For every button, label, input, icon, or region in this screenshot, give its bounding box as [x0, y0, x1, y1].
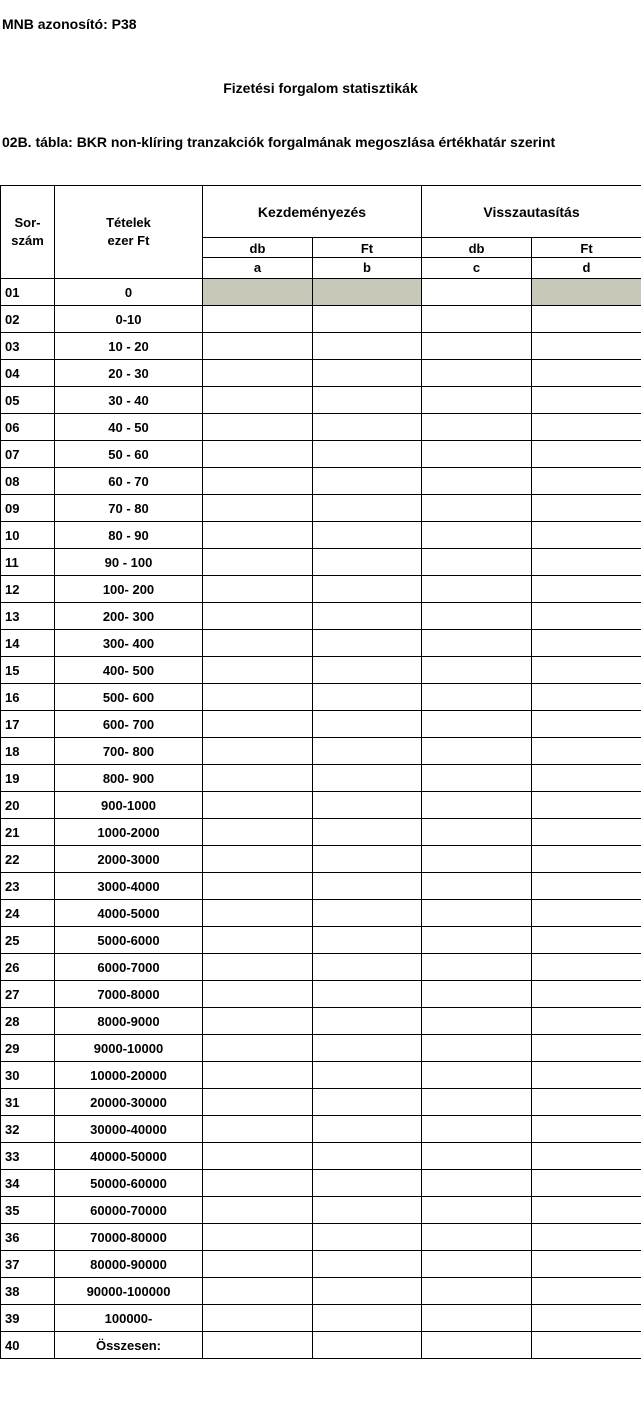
value-cell-d[interactable] [532, 819, 641, 846]
row-range: 50 - 60 [55, 441, 203, 468]
table-row [1, 576, 641, 603]
row-number: 31 [1, 1089, 55, 1116]
value-cell-a[interactable] [203, 468, 313, 495]
row-number: 34 [1, 1170, 55, 1197]
row-number: 03 [1, 333, 55, 360]
value-cell-a[interactable] [203, 414, 313, 441]
table-row [1, 468, 641, 495]
row-number: 26 [1, 954, 55, 981]
value-cell-b[interactable] [313, 1089, 422, 1116]
value-cell-a[interactable] [203, 1170, 313, 1197]
value-cell-a[interactable] [203, 738, 313, 765]
value-cell-d[interactable] [532, 441, 641, 468]
value-cell-b[interactable] [313, 576, 422, 603]
table-row [1, 1062, 641, 1089]
table-row [1, 981, 641, 1008]
value-cell-c[interactable] [422, 684, 532, 711]
table-row [1, 1143, 641, 1170]
value-cell-c[interactable] [422, 1116, 532, 1143]
value-cell-a[interactable] [203, 684, 313, 711]
header-sorszam: Sor-szám [1, 186, 55, 279]
value-cell-c[interactable] [422, 360, 532, 387]
value-cell-a[interactable] [203, 927, 313, 954]
row-number: 35 [1, 1197, 55, 1224]
table-row [1, 765, 641, 792]
value-cell-d[interactable] [532, 765, 641, 792]
value-cell-b[interactable] [313, 414, 422, 441]
value-cell-c[interactable] [422, 1305, 532, 1332]
value-cell-c[interactable] [422, 738, 532, 765]
table-row [1, 360, 641, 387]
value-cell-d[interactable] [532, 387, 641, 414]
row-number: 16 [1, 684, 55, 711]
row-range: 1000-2000 [55, 819, 203, 846]
value-cell-b[interactable] [313, 333, 422, 360]
table-row [1, 1089, 641, 1116]
table-row [1, 522, 641, 549]
value-cell-c[interactable] [422, 522, 532, 549]
row-number: 12 [1, 576, 55, 603]
value-cell-d[interactable] [532, 981, 641, 1008]
value-cell-c[interactable] [422, 900, 532, 927]
row-range: 9000-10000 [55, 1035, 203, 1062]
value-cell-b[interactable] [313, 900, 422, 927]
value-cell-a[interactable] [203, 495, 313, 522]
value-cell-c[interactable] [422, 603, 532, 630]
value-cell-c[interactable] [422, 1008, 532, 1035]
row-number: 38 [1, 1278, 55, 1305]
table-row [1, 1251, 641, 1278]
row-range: 40000-50000 [55, 1143, 203, 1170]
row-number: 04 [1, 360, 55, 387]
value-cell-d[interactable] [532, 333, 641, 360]
value-cell-d[interactable] [532, 684, 641, 711]
value-cell-a[interactable] [203, 792, 313, 819]
value-cell-b[interactable] [313, 549, 422, 576]
row-range: 90000-100000 [55, 1278, 203, 1305]
value-cell-d[interactable] [532, 522, 641, 549]
value-cell-d[interactable] [532, 1224, 641, 1251]
row-range: 10 - 20 [55, 333, 203, 360]
value-cell-d[interactable] [532, 1008, 641, 1035]
value-cell-a[interactable] [203, 657, 313, 684]
row-number: 01 [1, 279, 55, 306]
table-row [1, 603, 641, 630]
value-cell-b[interactable] [313, 279, 422, 306]
row-number: 23 [1, 873, 55, 900]
value-cell-a[interactable] [203, 1224, 313, 1251]
value-cell-b[interactable] [313, 1332, 422, 1359]
row-number: 15 [1, 657, 55, 684]
value-cell-a[interactable] [203, 441, 313, 468]
header-visszautasitas: Visszautasítás [422, 186, 641, 238]
value-cell-d[interactable] [532, 738, 641, 765]
value-cell-b[interactable] [313, 468, 422, 495]
value-cell-b[interactable] [313, 1116, 422, 1143]
row-number: 06 [1, 414, 55, 441]
row-number: 27 [1, 981, 55, 1008]
value-cell-d[interactable] [532, 1305, 641, 1332]
row-number: 08 [1, 468, 55, 495]
row-number: 19 [1, 765, 55, 792]
value-cell-d[interactable] [532, 1062, 641, 1089]
value-cell-a[interactable] [203, 279, 313, 306]
table-row [1, 1278, 641, 1305]
header-tetelek [55, 186, 203, 279]
value-cell-d[interactable] [532, 576, 641, 603]
value-cell-d[interactable] [532, 900, 641, 927]
value-cell-b[interactable] [313, 684, 422, 711]
value-cell-a[interactable] [203, 873, 313, 900]
value-cell-d[interactable] [532, 495, 641, 522]
table-row [1, 279, 641, 306]
value-cell-d[interactable] [532, 954, 641, 981]
value-cell-b[interactable] [313, 630, 422, 657]
table-row [1, 1170, 641, 1197]
row-number: 18 [1, 738, 55, 765]
value-cell-c[interactable] [422, 1062, 532, 1089]
value-cell-d[interactable] [532, 1332, 641, 1359]
row-range: 100- 200 [55, 576, 203, 603]
value-cell-a[interactable] [203, 333, 313, 360]
header-sub-a: db [203, 238, 313, 258]
row-range: 80000-90000 [55, 1251, 203, 1278]
value-cell-d[interactable] [532, 1089, 641, 1116]
value-cell-b[interactable] [313, 360, 422, 387]
value-cell-a[interactable] [203, 1089, 313, 1116]
row-range: 20 - 30 [55, 360, 203, 387]
value-cell-a[interactable] [203, 1332, 313, 1359]
value-cell-b[interactable] [313, 846, 422, 873]
row-range: 60000-70000 [55, 1197, 203, 1224]
value-cell-c[interactable] [422, 711, 532, 738]
value-cell-d[interactable] [532, 927, 641, 954]
value-cell-c[interactable] [422, 387, 532, 414]
table-row [1, 495, 641, 522]
value-cell-a[interactable] [203, 1305, 313, 1332]
value-cell-c[interactable] [422, 468, 532, 495]
row-range: 500- 600 [55, 684, 203, 711]
row-number: 21 [1, 819, 55, 846]
document-title: Fizetési forgalom statisztikák [223, 80, 418, 96]
header-letter-b: b [313, 258, 422, 279]
value-cell-c[interactable] [422, 441, 532, 468]
value-cell-a[interactable] [203, 765, 313, 792]
value-cell-c[interactable] [422, 1035, 532, 1062]
table-row [1, 549, 641, 576]
table-row [1, 954, 641, 981]
table-row [1, 711, 641, 738]
row-range: 10000-20000 [55, 1062, 203, 1089]
table-row [1, 1116, 641, 1143]
value-cell-d[interactable] [532, 1251, 641, 1278]
value-cell-d[interactable] [532, 603, 641, 630]
value-cell-d[interactable] [532, 468, 641, 495]
row-range: 60 - 70 [55, 468, 203, 495]
table-row [1, 927, 641, 954]
value-cell-a[interactable] [203, 981, 313, 1008]
row-range: 5000-6000 [55, 927, 203, 954]
value-cell-a[interactable] [203, 1251, 313, 1278]
value-cell-b[interactable] [313, 495, 422, 522]
value-cell-b[interactable] [313, 738, 422, 765]
value-cell-c[interactable] [422, 765, 532, 792]
value-cell-a[interactable] [203, 549, 313, 576]
value-cell-a[interactable] [203, 1035, 313, 1062]
row-range: 3000-4000 [55, 873, 203, 900]
value-cell-c[interactable] [422, 792, 532, 819]
row-range: 800- 900 [55, 765, 203, 792]
row-range: 4000-5000 [55, 900, 203, 927]
header-sub-d: Ft [532, 238, 641, 258]
row-number: 29 [1, 1035, 55, 1062]
value-cell-b[interactable] [313, 1035, 422, 1062]
row-number: 40 [1, 1332, 55, 1359]
value-cell-a[interactable] [203, 1143, 313, 1170]
header-tetelek-line2: ezer Ft [107, 233, 150, 248]
value-cell-d[interactable] [532, 1170, 641, 1197]
value-cell-a[interactable] [203, 522, 313, 549]
row-range: 400- 500 [55, 657, 203, 684]
value-cell-c[interactable] [422, 657, 532, 684]
value-cell-d[interactable] [532, 711, 641, 738]
table-row [1, 1008, 641, 1035]
table-row [1, 1332, 641, 1359]
value-cell-c[interactable] [422, 954, 532, 981]
value-cell-b[interactable] [313, 792, 422, 819]
value-cell-d[interactable] [532, 1035, 641, 1062]
value-cell-b[interactable] [313, 441, 422, 468]
table-row [1, 792, 641, 819]
value-cell-c[interactable] [422, 414, 532, 441]
value-cell-b[interactable] [313, 954, 422, 981]
row-range: 80 - 90 [55, 522, 203, 549]
value-cell-b[interactable] [313, 657, 422, 684]
row-number: 10 [1, 522, 55, 549]
value-cell-a[interactable] [203, 630, 313, 657]
value-cell-c[interactable] [422, 1251, 532, 1278]
value-cell-d[interactable] [532, 1197, 641, 1224]
value-cell-a[interactable] [203, 1116, 313, 1143]
value-cell-c[interactable] [422, 549, 532, 576]
value-cell-a[interactable] [203, 1008, 313, 1035]
row-range: 8000-9000 [55, 1008, 203, 1035]
table-row [1, 441, 641, 468]
value-cell-a[interactable] [203, 711, 313, 738]
value-cell-a[interactable] [203, 954, 313, 981]
value-cell-d[interactable] [532, 549, 641, 576]
table-row [1, 657, 641, 684]
table-row [1, 1035, 641, 1062]
value-cell-d[interactable] [532, 306, 641, 333]
row-range: 70 - 80 [55, 495, 203, 522]
value-cell-b[interactable] [313, 873, 422, 900]
row-range: 7000-8000 [55, 981, 203, 1008]
value-cell-d[interactable] [532, 1143, 641, 1170]
row-number: 36 [1, 1224, 55, 1251]
value-cell-b[interactable] [313, 927, 422, 954]
value-cell-c[interactable] [422, 927, 532, 954]
value-cell-a[interactable] [203, 306, 313, 333]
value-cell-d[interactable] [532, 792, 641, 819]
value-cell-b[interactable] [313, 387, 422, 414]
row-number: 11 [1, 549, 55, 576]
row-range: 70000-80000 [55, 1224, 203, 1251]
row-number: 32 [1, 1116, 55, 1143]
row-range: 20000-30000 [55, 1089, 203, 1116]
row-range: 700- 800 [55, 738, 203, 765]
header-sub-c: db [422, 238, 532, 258]
table-row [1, 1197, 641, 1224]
row-range: 40 - 50 [55, 414, 203, 441]
value-cell-c[interactable] [422, 1224, 532, 1251]
value-cell-b[interactable] [313, 1143, 422, 1170]
row-number: 20 [1, 792, 55, 819]
value-cell-a[interactable] [203, 1278, 313, 1305]
value-cell-b[interactable] [313, 1170, 422, 1197]
row-range: 0 [55, 279, 203, 306]
value-cell-c[interactable] [422, 576, 532, 603]
value-cell-b[interactable] [313, 1251, 422, 1278]
row-range: 2000-3000 [55, 846, 203, 873]
value-cell-b[interactable] [313, 711, 422, 738]
row-range: 30000-40000 [55, 1116, 203, 1143]
table-row [1, 306, 641, 333]
value-cell-b[interactable] [313, 1008, 422, 1035]
header-letter-d: d [532, 258, 641, 279]
header-letter-a: a [203, 258, 313, 279]
table-row [1, 1305, 641, 1332]
table-row [1, 819, 641, 846]
value-cell-a[interactable] [203, 1062, 313, 1089]
table-title: 02B. tábla: BKR non-klíring tranzakciók forgalmának megoszlása értékhatár szerint [2, 134, 556, 150]
value-cell-d[interactable] [532, 630, 641, 657]
row-number: 25 [1, 927, 55, 954]
value-cell-a[interactable] [203, 900, 313, 927]
value-cell-a[interactable] [203, 1197, 313, 1224]
table-row [1, 846, 641, 873]
value-cell-b[interactable] [313, 603, 422, 630]
row-number: 05 [1, 387, 55, 414]
table-row [1, 738, 641, 765]
header-tetelek-line1: Tételek [106, 215, 151, 230]
row-number: 37 [1, 1251, 55, 1278]
value-cell-a[interactable] [203, 819, 313, 846]
value-cell-d[interactable] [532, 414, 641, 441]
table-row [1, 1224, 641, 1251]
value-cell-c[interactable] [422, 306, 532, 333]
value-cell-c[interactable] [422, 495, 532, 522]
table-row [1, 630, 641, 657]
row-range: 900-1000 [55, 792, 203, 819]
value-cell-c[interactable] [422, 846, 532, 873]
value-cell-b[interactable] [313, 981, 422, 1008]
value-cell-d[interactable] [532, 1278, 641, 1305]
row-number: 02 [1, 306, 55, 333]
table-row [1, 414, 641, 441]
value-cell-c[interactable] [422, 873, 532, 900]
value-cell-c[interactable] [422, 1278, 532, 1305]
row-range: 6000-7000 [55, 954, 203, 981]
row-number: 22 [1, 846, 55, 873]
table-row [1, 900, 641, 927]
value-cell-d[interactable] [532, 873, 641, 900]
value-cell-c[interactable] [422, 1332, 532, 1359]
value-cell-c[interactable] [422, 1143, 532, 1170]
value-cell-a[interactable] [203, 603, 313, 630]
value-cell-c[interactable] [422, 630, 532, 657]
value-cell-b[interactable] [313, 1224, 422, 1251]
value-cell-b[interactable] [313, 819, 422, 846]
row-range: Összesen: [55, 1332, 203, 1359]
row-number: 30 [1, 1062, 55, 1089]
row-range: 300- 400 [55, 630, 203, 657]
value-cell-a[interactable] [203, 360, 313, 387]
value-cell-b[interactable] [313, 522, 422, 549]
row-number: 24 [1, 900, 55, 927]
value-cell-a[interactable] [203, 576, 313, 603]
table-row [1, 873, 641, 900]
value-cell-b[interactable] [313, 765, 422, 792]
row-range: 50000-60000 [55, 1170, 203, 1197]
value-cell-d[interactable] [532, 360, 641, 387]
value-cell-c[interactable] [422, 1170, 532, 1197]
row-number: 28 [1, 1008, 55, 1035]
value-cell-d[interactable] [532, 1116, 641, 1143]
value-cell-c[interactable] [422, 279, 532, 306]
header-letter-c: c [422, 258, 532, 279]
row-range: 30 - 40 [55, 387, 203, 414]
value-cell-c[interactable] [422, 1089, 532, 1116]
row-number: 09 [1, 495, 55, 522]
value-cell-d[interactable] [532, 279, 641, 306]
header-sub-b: Ft [313, 238, 422, 258]
row-number: 07 [1, 441, 55, 468]
row-range: 0-10 [55, 306, 203, 333]
value-cell-c[interactable] [422, 333, 532, 360]
row-number: 33 [1, 1143, 55, 1170]
value-cell-a[interactable] [203, 846, 313, 873]
header-kezdemenyezes: Kezdeményezés [203, 186, 422, 238]
value-cell-a[interactable] [203, 387, 313, 414]
row-number: 17 [1, 711, 55, 738]
row-number: 14 [1, 630, 55, 657]
row-number: 13 [1, 603, 55, 630]
value-cell-d[interactable] [532, 846, 641, 873]
document-id: MNB azonosító: P38 [2, 16, 137, 32]
value-cell-d[interactable] [532, 657, 641, 684]
row-range: 90 - 100 [55, 549, 203, 576]
value-cell-c[interactable] [422, 981, 532, 1008]
value-cell-b[interactable] [313, 306, 422, 333]
value-cell-b[interactable] [313, 1305, 422, 1332]
value-cell-b[interactable] [313, 1197, 422, 1224]
table-row [1, 387, 641, 414]
row-number: 39 [1, 1305, 55, 1332]
table-row [1, 684, 641, 711]
value-cell-b[interactable] [313, 1062, 422, 1089]
value-cell-c[interactable] [422, 819, 532, 846]
statistics-table [0, 185, 641, 1359]
value-cell-c[interactable] [422, 1197, 532, 1224]
row-range: 100000- [55, 1305, 203, 1332]
table-row [1, 333, 641, 360]
row-range: 600- 700 [55, 711, 203, 738]
value-cell-b[interactable] [313, 1278, 422, 1305]
row-range: 200- 300 [55, 603, 203, 630]
